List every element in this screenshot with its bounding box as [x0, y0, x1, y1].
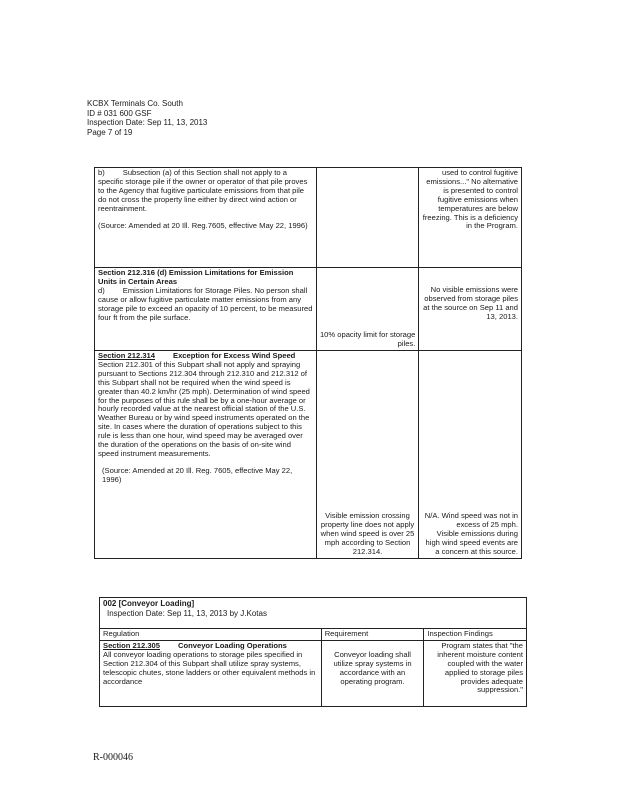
- facility-id: ID # 031 600 GSF: [87, 108, 152, 118]
- regulation-text: No person shall cause or allow fugitive particulate matter emissions from any storage pile to exceed an opacity of 10 percent, to be measured four ft from the pile surface.: [98, 285, 313, 322]
- section-subtitle: Exception for Excess Wind Speed: [173, 351, 296, 360]
- table-row: [95, 268, 522, 351]
- finding-text: N/A. Wind speed was not in excess of 25 mph.: [424, 511, 518, 530]
- regulation-cell: [100, 640, 322, 706]
- regulation-cell: [95, 351, 317, 559]
- subsection-label: b): [98, 168, 105, 177]
- section-title: Section 212.316 (d) Emission Limitations for Emission Units in Certain Areas: [98, 268, 294, 286]
- finding-cell: No visible emissions were observed from storage piles at the source on Sep 11 and 13, 2013.: [419, 268, 522, 351]
- inspection-date: Inspection Date: Sep 11, 13, 2013: [87, 118, 208, 127]
- regulation-table: [94, 167, 522, 559]
- regulation-text: Subsection (a) of this Section shall not apply to a specific storage pile if the owner or operator of that pile proves to the Agency that fugitive particulate emissions from that pile do not cross the property line either by direct wind action or reentrainment.: [98, 168, 308, 213]
- inspection-line: Inspection Date: Sep 11, 13, 2013 by J.Kotas: [107, 609, 267, 618]
- table-row: [95, 351, 522, 559]
- section-title: Section 212.314: [98, 351, 155, 360]
- section-title: Section 212.305: [103, 640, 160, 650]
- regulation-text: Section 212.301 of this Subpart shall not apply and spraying pursuant to Sections 212.304 through 212.310 and 212.312 of this Subpart shall not be required when the wind speed is greater than 40.2 km/hr (25 mph). Determination of wind speed for the purposes of this rule shall be by a one-hour average or hourly recorded value at the nearest official station of the U.S. Weather Bureau or by wind speed instruments operated on the site. In cases where the duration of operations subject to this rule is less than one hour, wind speed may be averaged over the duration of the operations on the basis of on-site wind speed instrument measurements.: [98, 359, 310, 458]
- finding-cell: [419, 351, 522, 559]
- bates-number: R-000046: [93, 752, 133, 763]
- column-header: Inspection Findings: [424, 629, 527, 641]
- requirement-cell: Conveyor loading shall utilize spray systems in accordance with an operating program.: [321, 640, 424, 706]
- column-header: Regulation: [100, 629, 322, 641]
- requirement-cell: Visible emission crossing property line does not apply when wind speed is over 25 mph according to Section 212.314.: [316, 351, 419, 559]
- table-title-row: [100, 598, 527, 629]
- conveyor-loading-table: [99, 597, 527, 707]
- requirement-cell: 10% opacity limit for storage piles.: [316, 268, 419, 351]
- column-header: Requirement: [321, 629, 424, 641]
- table-header-row: [100, 629, 527, 641]
- company-name: KCBX Terminals Co. South: [87, 99, 183, 108]
- document-header: [87, 99, 207, 137]
- finding-cell: used to control fugitive emissions..." No alternative is presented to control fugitive emissions when temperatures are below freezing. This is a deficiency in the Program.: [419, 168, 522, 268]
- finding-cell: Program states that "the inherent moisture content coupled with the water applied to storage piles provides adequate suppression.": [424, 640, 527, 706]
- regulation-source: (Source: Amended at 20 Ill. Reg. 7605, effective May 22, 1996): [102, 465, 293, 484]
- requirement-cell: [316, 168, 419, 268]
- page-number: Page 7 of 19: [87, 127, 133, 137]
- subsection-title: Emission Limitations for Storage Piles.: [122, 285, 253, 295]
- regulation-cell: [95, 168, 317, 268]
- subsection-label: d): [98, 285, 105, 295]
- regulation-text: All conveyor loading operations to storage piles specified in Section 212.304 of this Subpart shall utilize spray systems, telescopic chutes, stone ladders or other equivalent methods in accordance: [103, 649, 316, 686]
- regulation-cell: [95, 268, 317, 351]
- table-title: 002 [Conveyor Loading]: [103, 599, 195, 608]
- table-row: [95, 168, 522, 268]
- section-subtitle: Conveyor Loading Operations: [178, 640, 287, 650]
- regulation-source: (Source: Amended at 20 Ill. Reg.7605, effective May 22, 1996): [98, 220, 308, 230]
- finding-text: Visible emissions during high wind speed events are a concern at this source.: [425, 529, 518, 557]
- title-cell: [100, 598, 527, 629]
- table-row: [100, 640, 527, 706]
